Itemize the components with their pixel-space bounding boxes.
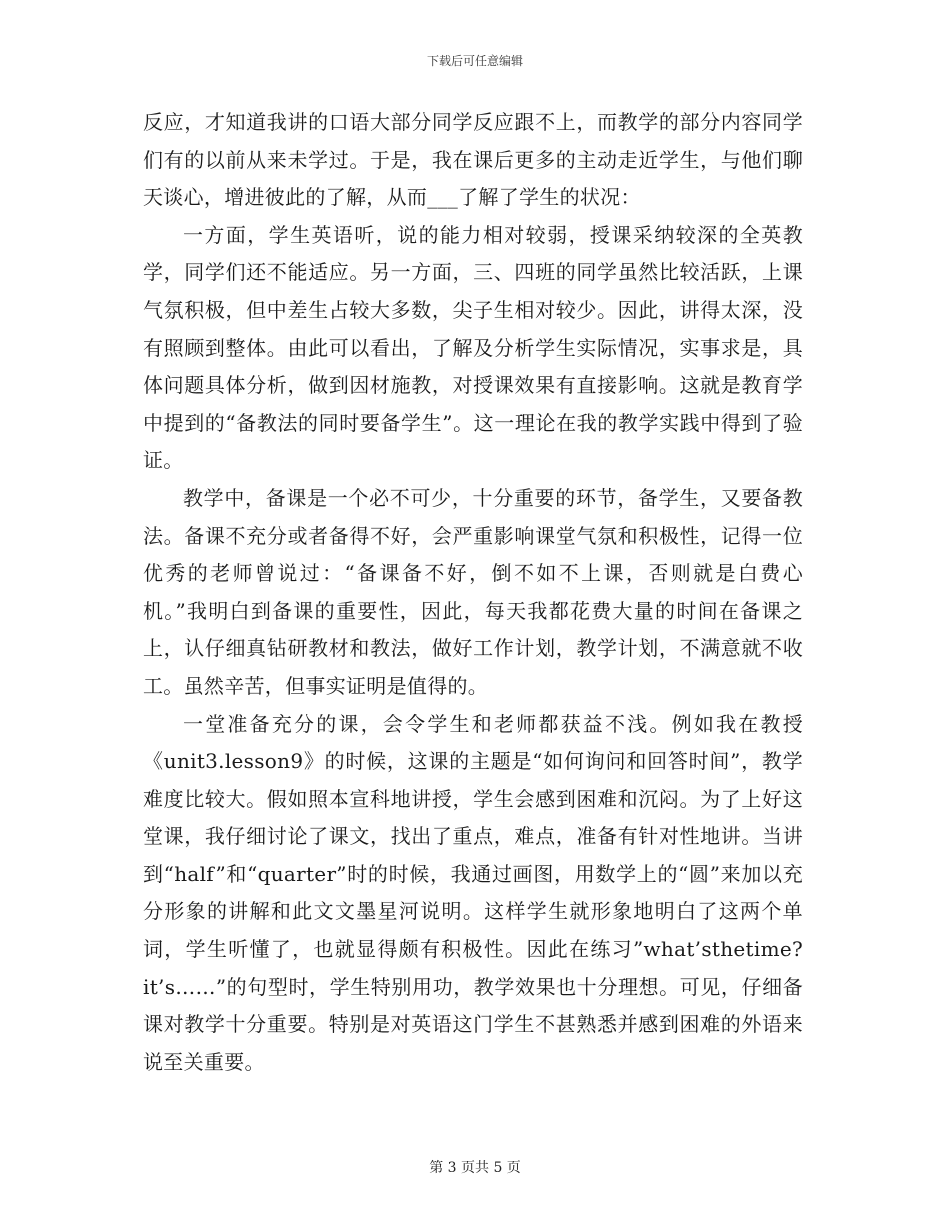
page-header: 下载后可任意编辑	[426, 54, 523, 68]
paragraph-lesson-prep: 教学中，备课是一个必不可少，十分重要的环节，备学生，又要备教法。备课不充分或者备得不好，会严重影响课堂气氛和积极性，记得一位优秀的老师曾说过：“备课备不好，倒不如不上课，否则就是白费心机。”我明白到备课的重要性，因此，每天我都花费大量的时间在备课之上，认仔细真钻研教材和教法，做好工作计划，教学计划，不满意就不收工。虽然辛苦，但事实证明是值得的。	[143, 485, 803, 698]
paragraph-student-analysis: 一方面，学生英语听，说的能力相对较弱，授课采纳较深的全英教学，同学们还不能适应。另一方面，三、四班的同学虽然比较活跃，上课气氛积极，但中差生占较大多数，尖子生相对较少。因此，讲得太深，没有照顾到整体。由此可以看出，了解及分析学生实际情况，实事求是，具体问题具体分析，做到因材施教，对授课效果有直接影响。这就是教育学中提到的“备教法的同时要备学生”。这一理论在我的教学实践中得到了验证。	[143, 222, 803, 473]
document-body	[143, 104, 803, 1081]
page-number: 第 3 页共 5 页	[429, 1160, 521, 1176]
paragraph-continuation: 反应，才知道我讲的口语大部分同学反应跟不上，而教学的部分内容同学们有的以前从来未学过。于是，我在课后更多的主动走近学生，与他们聊天谈心，增进彼此的了解，从而___了解了学生的状况：	[143, 110, 803, 210]
paragraph-lesson-example: 一堂准备充分的课，会令学生和老师都获益不浅。例如我在教授《unit3.lesson9》的时候，这课的主题是“如何询问和回答时间”，教学难度比较大。假如照本宣科地讲授，学生会感到困难和沉闷。为了上好这堂课，我仔细讨论了课文，找出了重点，难点，准备有针对性地讲。当讲到“half”和“quarter”时的时候，我通过画图，用数学上的“圆”来加以充分形象的讲解和此文文墨星河说明。这样学生就形象地明白了这两个单词，学生听懂了，也就显得颇有积极性。因此在练习”what’sthetime?it’s……”的句型时，学生特别用功，教学效果也十分理想。可见，仔细备课对教学十分重要。特别是对英语这门学生不甚熟悉并感到困难的外语来说至关重要。	[143, 711, 803, 1074]
